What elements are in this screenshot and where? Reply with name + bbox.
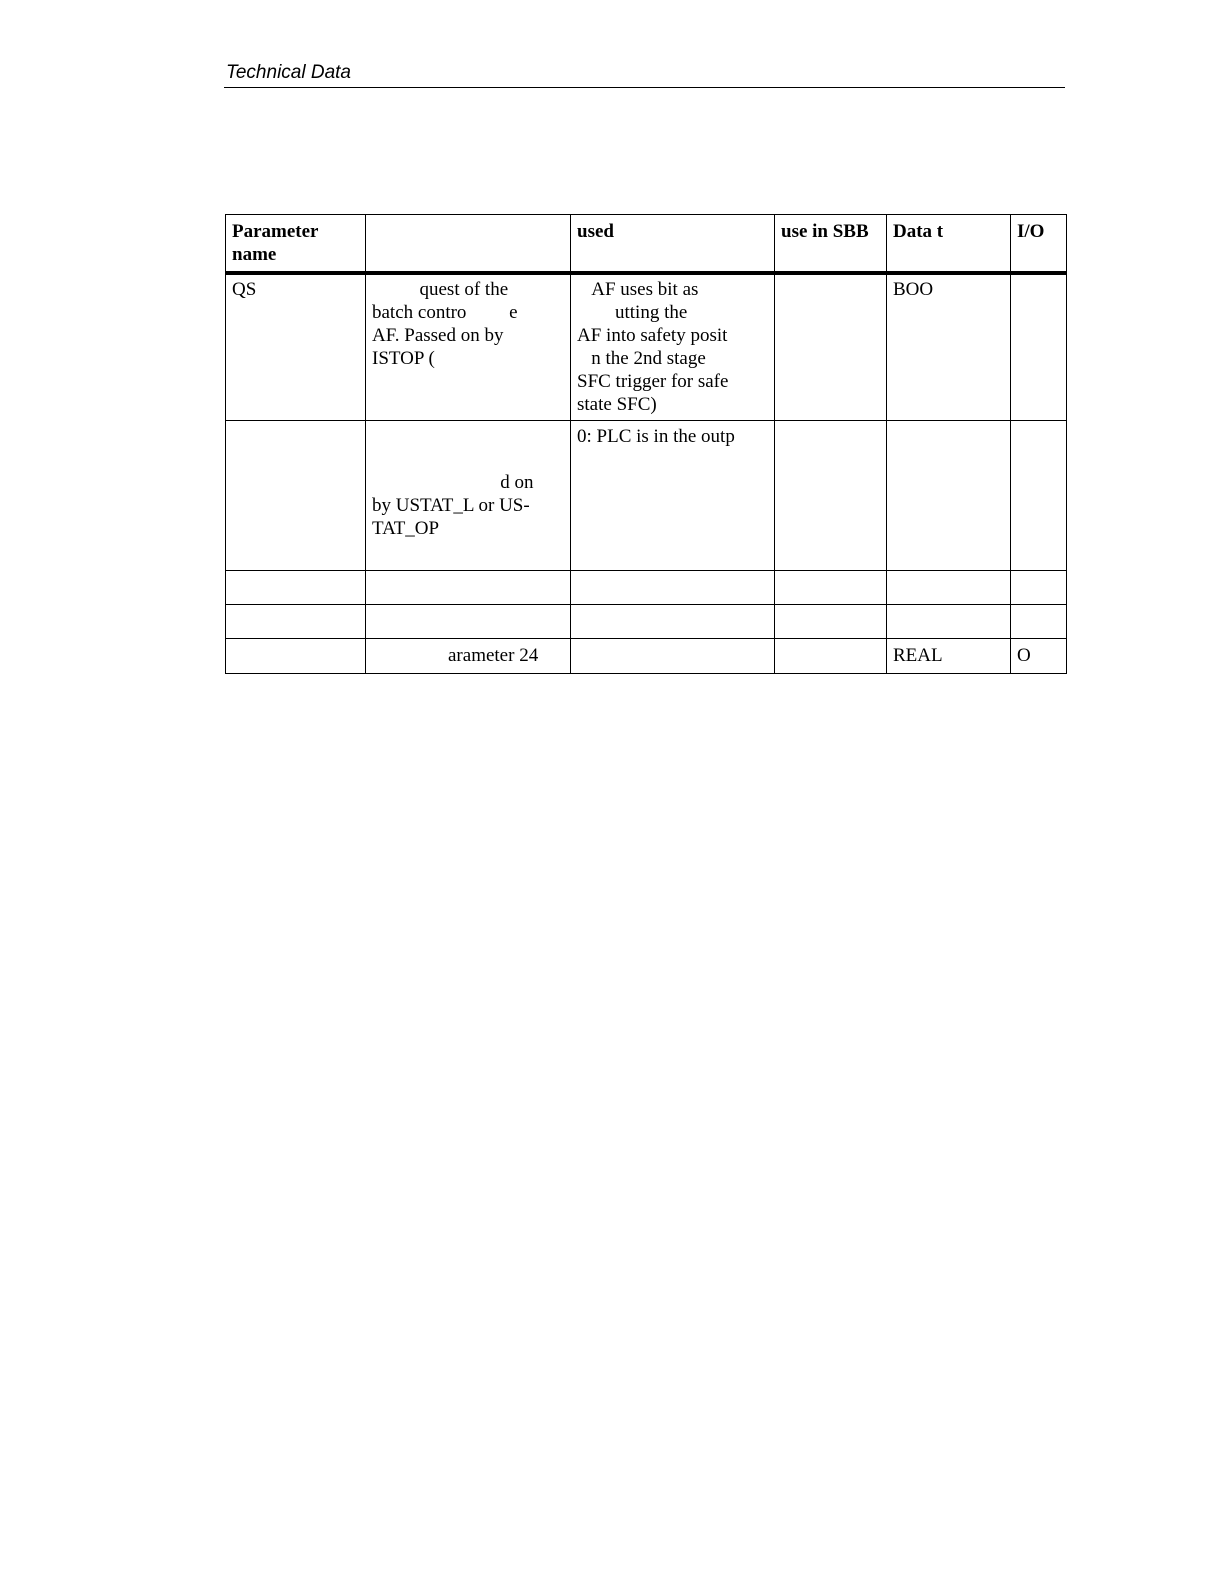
table-cell: AF uses bit as utting the AF into safety posit n the 2nd stage SFC trigger for safe state SFC) (571, 273, 775, 421)
table-cell (775, 273, 887, 421)
table-header-row (226, 215, 1067, 273)
table-cell: REAL (887, 639, 1011, 674)
table-cell (887, 571, 1011, 605)
header-parameter-name: Parameter name (226, 215, 366, 273)
table-row (226, 421, 1067, 571)
table-cell (887, 421, 1011, 571)
table-cell (571, 639, 775, 674)
table-row (226, 605, 1067, 639)
table-cell (366, 605, 571, 639)
table-cell (887, 605, 1011, 639)
header-description (366, 215, 571, 273)
table-cell (1011, 605, 1067, 639)
table-cell (366, 571, 571, 605)
table-cell (1011, 273, 1067, 421)
header-title: Technical Data (226, 62, 351, 83)
table-cell: 0: PLC is in the outp (571, 421, 775, 571)
table-cell (226, 421, 366, 571)
table-cell (1011, 571, 1067, 605)
table-cell (226, 605, 366, 639)
table-cell: O (1011, 639, 1067, 674)
table-cell (775, 571, 887, 605)
table-cell (775, 605, 887, 639)
parameter-table (225, 214, 1067, 674)
header-used: used (571, 215, 775, 273)
table-cell: arameter 24 (366, 639, 571, 674)
table-cell: d on by USTAT_L or US- TAT_OP (366, 421, 571, 571)
table-cell: QS (226, 273, 366, 421)
table-cell (571, 571, 775, 605)
table-cell (226, 639, 366, 674)
table-row (226, 273, 1067, 421)
header-data-type: Data t (887, 215, 1011, 273)
table-cell (1011, 421, 1067, 571)
table-row (226, 571, 1067, 605)
header-use-in-sbb: use in SBB (775, 215, 887, 273)
table-cell: quest of the batch contro e AF. Passed on by ISTOP ( (366, 273, 571, 421)
running-header (224, 60, 1065, 88)
table-cell (226, 571, 366, 605)
table-row (226, 639, 1067, 674)
table-cell (775, 639, 887, 674)
header-io: I/O (1011, 215, 1067, 273)
table-cell: BOO (887, 273, 1011, 421)
table-cell (775, 421, 887, 571)
table-cell (571, 605, 775, 639)
